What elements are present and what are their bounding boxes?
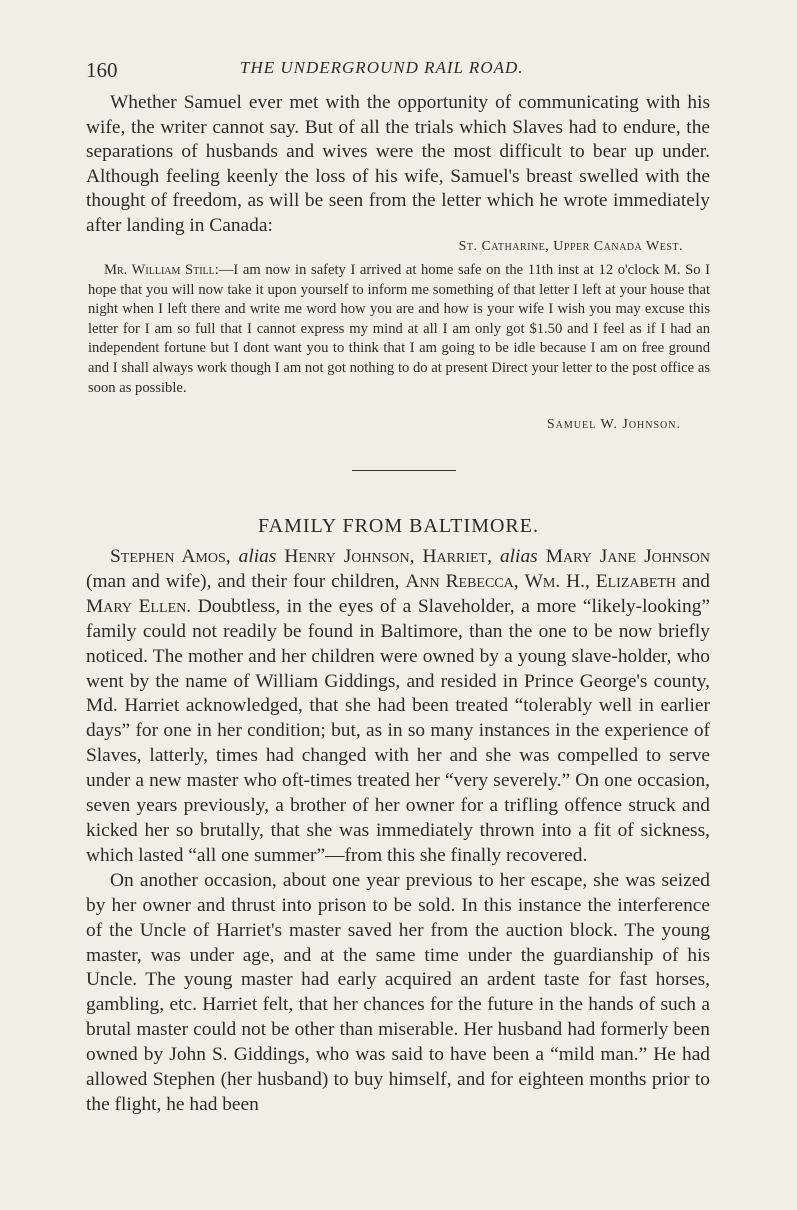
section-paragraph-1 xyxy=(86,545,710,869)
section-divider xyxy=(352,470,456,471)
section-paragraph-2: On another occasion, about one year previous to her escape, she was seized by her owner and thrust into prison to be sold. In this instance the interference of the Uncle of Harriet's master saved her from the auction block. The young master, was under age, and at the same time under the guardianship of his Uncle. The young master had early acquired an ardent taste for fast horses, gambling, etc. Harriet felt, that her chances for the future in the hands of such a brutal master could not be other than miserable. Her husband had formerly been owned by John S. Giddings, who was said to have been a “mild man.” He had allowed Stephen (her husband) to buy himself, and for eighteen months prior to the flight, he had been xyxy=(86,869,710,1115)
alias-word-1: alias xyxy=(238,546,277,567)
intro-paragraph-block xyxy=(86,91,710,238)
name-elizabeth: Elizabeth xyxy=(595,570,677,592)
intro-paragraph: Whether Samuel ever met with the opportunity of communicating with his wife, the writer cannot say. But of all the trials which Slaves had to endure, the separations of husbands and wives were the most difficult to bear up under. Although feeling keenly the loss of his wife, Samuel's breast swelled with the thought of freedom, as will be seen from the letter which he wrote immediately after landing in Canada: xyxy=(86,92,710,236)
name-henry-johnson: Henry Johnson, xyxy=(284,546,415,567)
name-mary-jane-johnson: Mary Jane Johnson xyxy=(545,546,710,567)
alias-word-2: alias xyxy=(499,546,538,567)
name-stephen-amos: Stephen Amos, xyxy=(110,546,231,567)
letter-block xyxy=(88,261,710,398)
name-harriet: Harriet, xyxy=(422,546,492,567)
name-ann-rebecca: Ann Rebecca, xyxy=(405,570,519,592)
section-body xyxy=(86,545,710,1118)
letter-place: St. Catharine, Upper Canada West. xyxy=(458,239,683,254)
text-run-3: Doubtless, in the eyes of a Slaveholder, a more “likely-looking” family could not readily be found in Baltimore, than the one to be now briefly noticed. The mother and her children were owned by a young slave-holder, who went by the name of William Giddings, and resided in Prince George's county, Md. Harriet acknowledged, that she had been treated “tolerably well in earlier days” for one in her condition; but, as in so many instances in the experience of Slaves, latterly, times had changed with her and she was compelled to serve under a new master who oft-times treated her “very severely.” On one occasion, seven years previously, a brother of her owner for a trifling offence struck and kicked her so brutally, that she was immediately thrown into a fit of sickness, which lasted “all one summer”—from this she finally recovered. xyxy=(86,595,710,866)
letter-salutation: Mr. William Still xyxy=(104,262,215,278)
name-mary-ellen: Mary Ellen. xyxy=(86,595,192,617)
name-wm-h: Wm. H., xyxy=(524,570,590,592)
running-title: THE UNDERGROUND RAIL ROAD. xyxy=(240,58,524,77)
text-run-1: (man and wife), and their four children, xyxy=(86,570,406,592)
letter-text: :—I am now in safety I arrived at home safe on the 11th inst at 12 o'clock M. So I hope that you will now take it upon yourself to inform me something of that letter I left at your house that night when I left there and write me word how you are and how is your wife I wish you may excuse this letter for I am so full that I cannot express my mind at all I am only got $1.50 and I feel as if I had an independent fortune but I dont want you to think that I am going to be idle because I am on free ground and I shall always work though I am not got nothing to do at present Direct your letter to the post office as soon as possible. xyxy=(88,262,710,396)
letter-signature: Samuel W. Johnson. xyxy=(546,417,681,432)
section-heading: FAMILY FROM BALTIMORE. xyxy=(258,515,539,537)
text-run-2: and xyxy=(676,570,710,592)
letter-body xyxy=(88,261,710,398)
page-number: 160 xyxy=(86,58,118,82)
